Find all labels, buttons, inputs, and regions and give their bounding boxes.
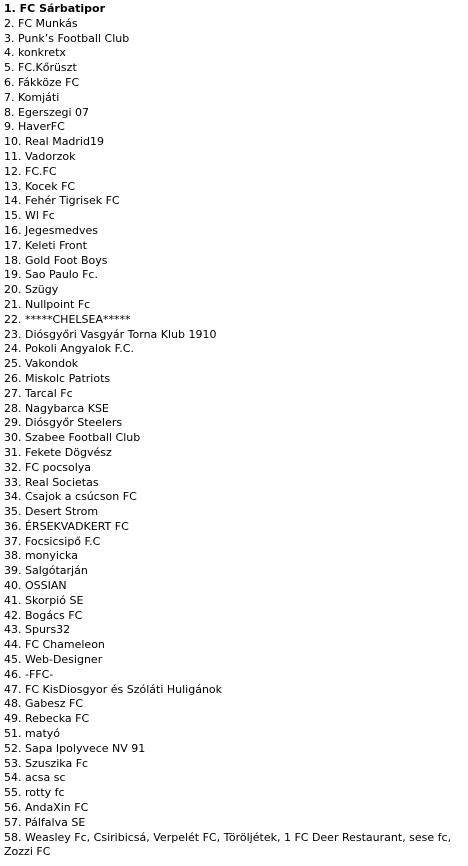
ranking-item: 53. Szuszika Fc [4, 756, 89, 770]
ranking-item: 11. Vadorzok [4, 149, 76, 163]
ranking-item: 8. Egerszegi 07 [4, 105, 90, 119]
ranking-item: 40. OSSIAN [4, 579, 67, 593]
ranking-item: 6. Fákköze FC [4, 75, 80, 89]
ranking-item: 24. Pokoli Angyalok F.C. [4, 342, 134, 356]
ranking-item: 18. Gold Foot Boys [4, 253, 108, 267]
ranking-item: 29. Diósgyőr Steelers [4, 416, 123, 430]
ranking-item: 38. monyicka [4, 549, 78, 563]
ranking-item: 7. Komjáti [4, 90, 60, 104]
ranking-item: 14. Fehér Tigrisek FC [4, 194, 120, 208]
ranking-item: 52. Sapa Ipolyvece NV 91 [4, 741, 146, 755]
ranking-item: 16. Jegesmedves [4, 223, 98, 237]
ranking-item: 46. -FFC- [4, 667, 54, 681]
ranking-item: 55. rotty fc [4, 786, 65, 800]
ranking-item: 19. Sao Paulo Fc. [4, 268, 98, 282]
ranking-item: 49. Rebecka FC [4, 712, 90, 726]
ranking-item: 32. FC pocsolya [4, 460, 92, 474]
ranking-item: 43. Spurs32 [4, 623, 71, 637]
ranking-item: 39. Salgótarján [4, 564, 88, 578]
ranking-item: 12. FC.FC [4, 164, 57, 178]
ranking-item: 37. Focsicsipő F.C [4, 534, 101, 548]
ranking-item: 2. FC Munkás [4, 16, 78, 30]
ranking-item: 10. Real Madrid19 [4, 135, 104, 149]
ranking-item: 4. konkretx [4, 46, 66, 60]
ranking-item: 28. Nagybarca KSE [4, 401, 109, 415]
ranking-item: 5. FC.Kőrüszt [4, 61, 77, 75]
ranking-item: 41. Skorpió SE [4, 593, 84, 607]
ranking-item: 33. Real Societas [4, 475, 99, 489]
ranking-item: 31. Fekete Dögvész [4, 445, 112, 459]
ranking-item: 44. FC Chameleon [4, 638, 105, 652]
ranking-item: 27. Tarcal Fc [4, 386, 73, 400]
ranking-item: 1. FC Sárbatipor [4, 2, 106, 15]
ranking-item: 56. AndaXin FC [4, 801, 89, 815]
ranking-item: 42. Bogács FC [4, 608, 83, 622]
ranking-item: 30. Szabee Football Club [4, 431, 141, 445]
ranking-item: 22. *****CHELSEA***** [4, 312, 131, 326]
ranking-item: 34. Csajok a csúcson FC [4, 490, 137, 504]
ranking-item: 47. FC KisDiosgyor és Szóláti Huligánok [4, 682, 223, 696]
ranking-item: 20. Szügy [4, 283, 59, 297]
ranking-item: 36. ÉRSEKVADKERT FC [4, 519, 129, 533]
ranking-item: 57. Pálfalva SE [4, 815, 86, 829]
ranking-item: 48. Gabesz FC [4, 697, 84, 711]
ranking-item: 35. Desert Strom [4, 505, 99, 519]
ranking-item: 3. Punk’s Football Club [4, 31, 130, 45]
ranking-item: 54. acsa sc [4, 771, 66, 785]
ranking-item: 26. Miskolc Patriots [4, 371, 111, 385]
ranking-item: 45. Web-Designer [4, 653, 103, 667]
ranking-item: 17. Keleti Front [4, 238, 87, 252]
ranking-item: 15. Wl Fc [4, 209, 55, 223]
ranking-item: 25. Vakondok [4, 357, 79, 371]
ranking-item: 23. Diósgyőri Vasgyár Torna Klub 1910 [4, 327, 217, 341]
ranking-item: 51. matyó [4, 727, 60, 741]
ranking-item: 9. HaverFC [4, 120, 65, 134]
ranking-item: 13. Kocek FC [4, 179, 76, 193]
ranking-item: 58. Weasley Fc, Csiribicsá, Verpelét FC, Töröljétek, 1 FC Deer Restaurant, sese fc, Zozzi FC [4, 830, 452, 859]
ranking-item: 21. Nullpoint Fc [4, 297, 91, 311]
